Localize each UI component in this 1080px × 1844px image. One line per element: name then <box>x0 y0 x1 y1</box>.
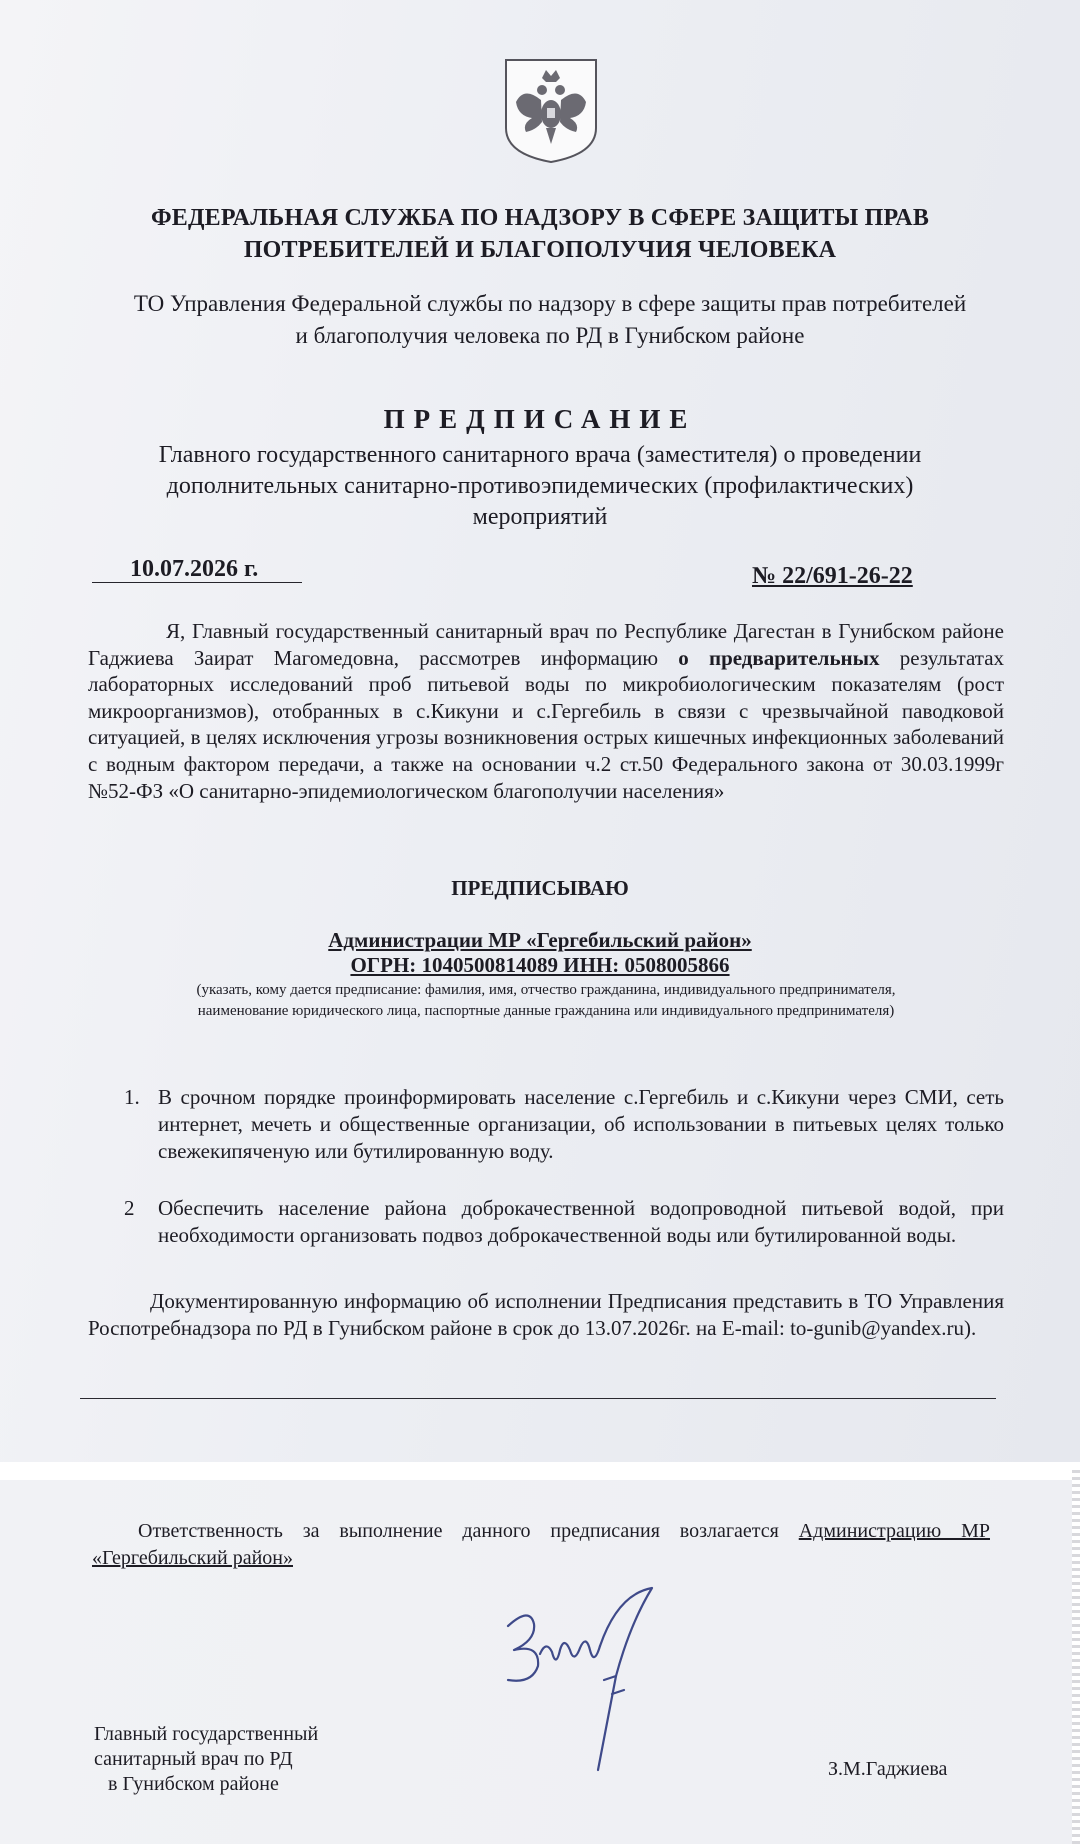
intro-text-1: Я, Главный государственный санитарный врач по Республике Дагестан в Гунибском районе Гаджиева Заират Магомедовна, рассмотрев информацию <box>88 619 1004 670</box>
item-text: В срочном порядке проинформировать население с.Гергебиль и с.Кикуни через СМИ, сеть интернет, мечеть и общественные организации, об использовании в питьевых целях только свежекипяченую или бутилированную воду. <box>158 1085 1004 1163</box>
agency-line-1: ФЕДЕРАЛЬНАЯ СЛУЖБА ПО НАДЗОРУ В СФЕРЕ ЗАЩИТЫ ПРАВ <box>150 205 930 231</box>
signer-name: З.М.Гаджиева <box>828 1758 948 1780</box>
document-number: № 22/691-26-22 <box>752 563 913 589</box>
hint-line-2: наименование юридического лица, паспортные данные гражданина или индивидуального предпринимателя) <box>197 1003 895 1019</box>
subagency-line-1: ТО Управления Федеральной службы по надзору в сфере защиты прав потребителей <box>133 291 967 316</box>
item-number: 1. <box>124 1085 140 1109</box>
prescribe-heading: ПРЕДПИСЫВАЮ <box>451 876 629 900</box>
list-item <box>124 1195 1004 1249</box>
addressee <box>200 928 880 978</box>
hint-line-1: (указать, кому дается предписание: фамилия, имя, отчество гражданина, индивидуального предпринимателя, <box>196 982 896 998</box>
signer-title <box>94 1722 394 1797</box>
coat-of-arms-icon <box>502 56 600 164</box>
document-title: ПРЕДПИСАНИЕ <box>383 404 697 434</box>
subtitle-line-2: дополнительных санитарно-противоэпидемических (профилактических) <box>166 473 914 499</box>
addressee-hint <box>94 980 998 1022</box>
report-instructions: Документированную информацию об исполнении Предписания представить в ТО Управления Роспотребнадзора по РД в Гунибском районе в срок до 13.07.2026г. на E-mail: to-gunib@yandex.ru). <box>88 1289 1004 1340</box>
responsible-party: Администрацию МР «Гергебильский район» <box>92 1520 990 1569</box>
agency-name <box>90 202 990 266</box>
item-number: 2 <box>124 1196 135 1220</box>
subagency-name <box>80 288 1020 352</box>
page-gap <box>0 1462 1080 1480</box>
item-text: Обеспечить население района доброкачественной водопроводной питьевой водой, при необходимости организовать подвоз доброкачественной воды или бутилированной воды. <box>158 1196 1004 1247</box>
divider <box>80 1398 996 1399</box>
list-item <box>124 1084 1004 1165</box>
document-date: 10.07.2026 г. <box>92 556 302 583</box>
signer-title-line-2: санитарный врач по РД <box>94 1748 293 1770</box>
subtitle-line-3: мероприятий <box>472 504 608 530</box>
subtitle-line-1: Главного государственного санитарного врача (заместителя) о проведении <box>158 442 922 468</box>
prescription-items <box>124 1084 1004 1279</box>
handwritten-signature <box>500 1584 660 1774</box>
addressee-name: Администрации МР «Гергебильский район» <box>328 928 752 952</box>
signer-title-line-1: Главный государственный <box>94 1723 319 1745</box>
agency-line-2: ПОТРЕБИТЕЛЕЙ И БЛАГОПОЛУЧИЯ ЧЕЛОВЕКА <box>243 237 837 263</box>
intro-paragraph <box>88 618 1004 804</box>
signer-title-line-3: в Гунибском районе <box>108 1773 279 1795</box>
torn-paper-edge <box>1072 1470 1080 1844</box>
intro-bold-text: о предварительных <box>678 645 880 670</box>
subagency-line-2: и благополучия человека по РД в Гунибском районе <box>295 323 805 348</box>
addressee-registration: ОГРН: 1040500814089 ИНН: 0508005866 <box>350 953 730 977</box>
responsibility-paragraph <box>92 1518 990 1572</box>
intro-text-2: результатах лабораторных исследований проб питьевой воды по микробиологическим показателям (рост микроорганизмов), отобранных в с.Кикуни и с.Гергебиль в связи с чрезвычайной паводковой ситуацией, в целях исключения угрозы возникновения острых кишечных инфекционных заболеваний с водным фактором передачи, а также на основании ч.2 ст.50 Федерального закона от 30.03.1999г №52-ФЗ «О санитарно-эпидемиологическом благополучии населения» <box>88 645 1005 803</box>
responsibility-text: Ответственность за выполнение данного предписания возлагается <box>138 1520 799 1542</box>
document-subtitle <box>100 440 980 533</box>
